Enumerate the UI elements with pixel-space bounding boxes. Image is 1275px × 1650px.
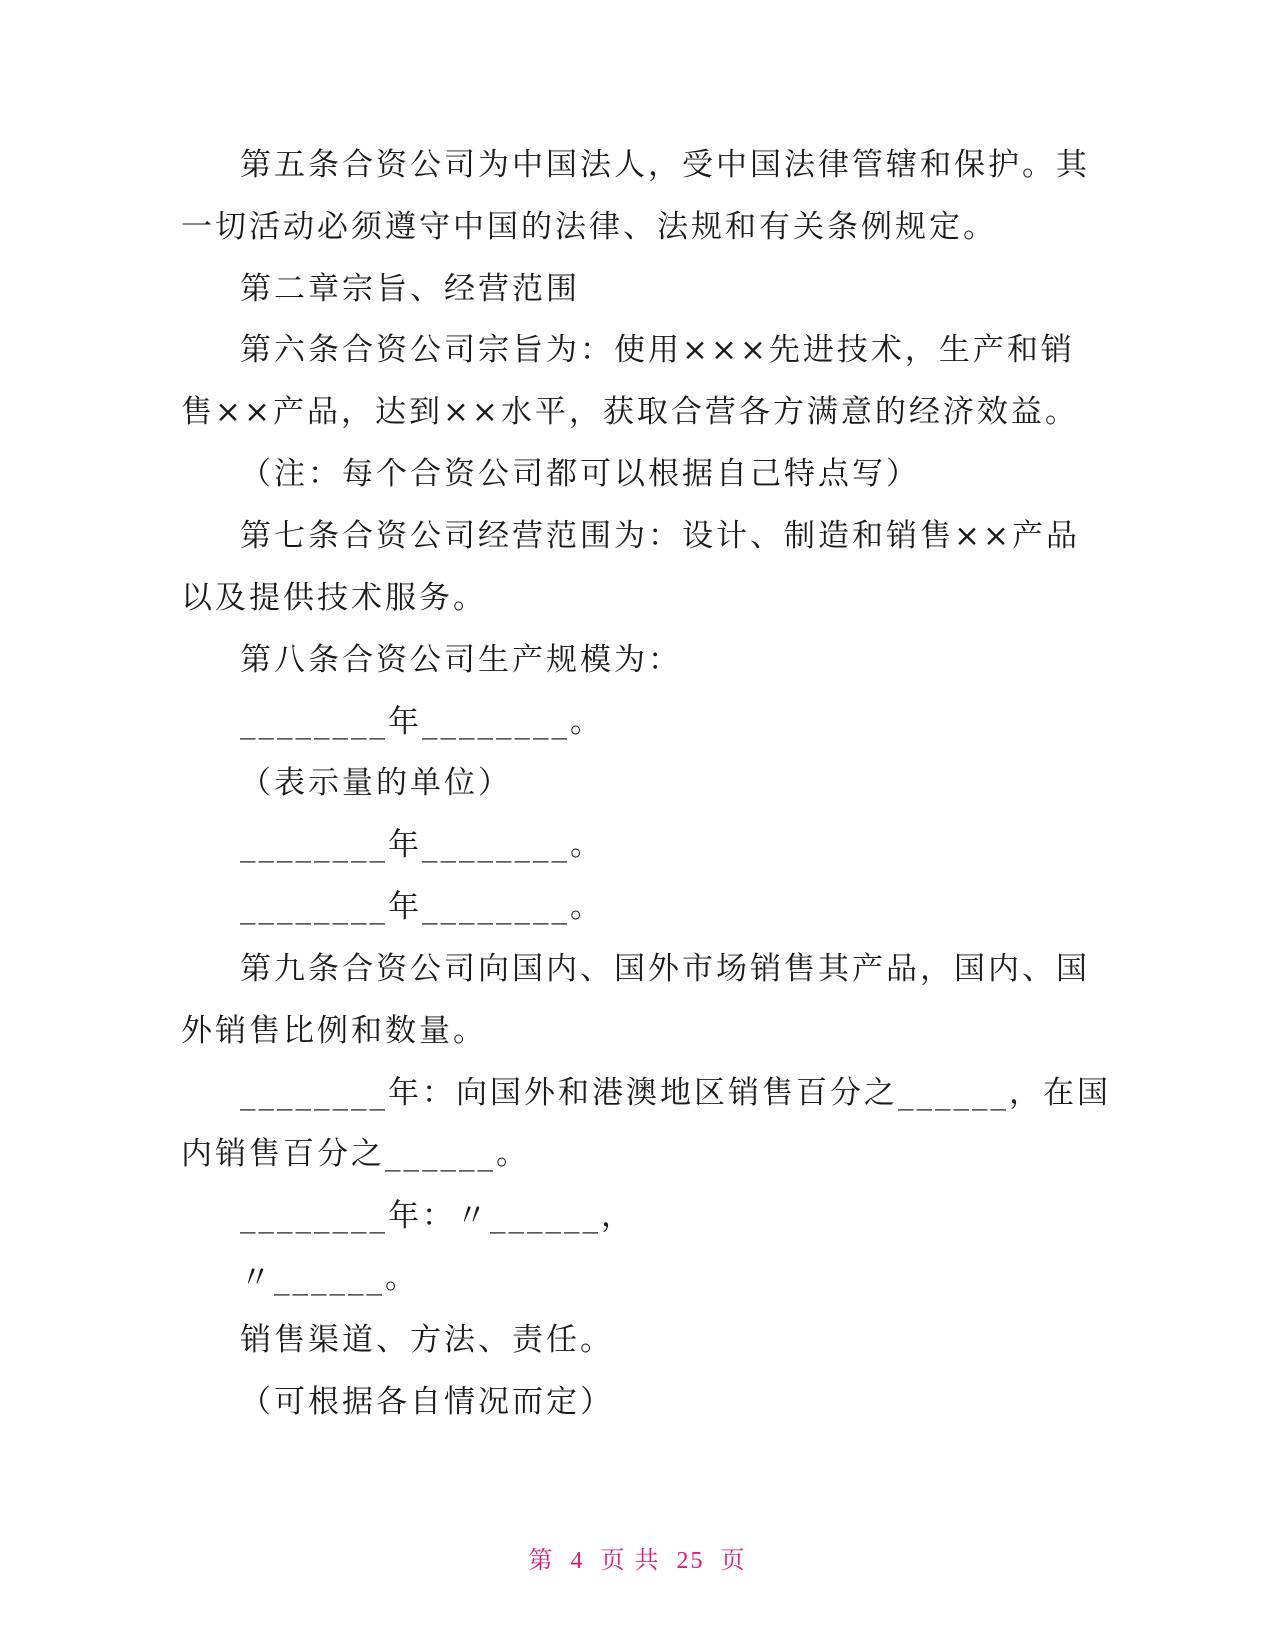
- footer-suffix: 页: [720, 1548, 747, 1574]
- article-7-line-2: 以及提供技术服务。: [181, 580, 487, 616]
- footer-total-pages: 25: [676, 1548, 705, 1574]
- article-6-line-1: 第六条合资公司宗旨为：使用×××先进技术，生产和销: [240, 332, 1075, 368]
- article-9-blank-3: 〃______。: [240, 1260, 419, 1296]
- article-9-blank-1-cont: 内销售百分之______。: [181, 1136, 530, 1172]
- article-8-line-1: 第八条合资公司生产规模为：: [240, 642, 682, 678]
- sales-channels-note: （可根据各自情况而定）: [240, 1384, 614, 1420]
- article-8-blank-3: ________年________。: [240, 889, 604, 925]
- article-8-blank-1: ________年________。: [240, 704, 604, 740]
- article-5-line-1: 第五条合资公司为中国法人，受中国法律管辖和保护。其: [240, 147, 1090, 183]
- article-6-line-2: 售××产品，达到××水平，获取合营各方满意的经济效益。: [181, 394, 1079, 430]
- footer-prefix: 第: [528, 1548, 555, 1574]
- article-7-line-1: 第七条合资公司经营范围为：设计、制造和销售××产品: [240, 518, 1080, 554]
- article-5-line-2: 一切活动必须遵守中国的法律、法规和有关条例规定。: [181, 209, 997, 245]
- sales-channels-line: 销售渠道、方法、责任。: [240, 1322, 614, 1358]
- article-9-line-1: 第九条合资公司向国内、国外市场销售其产品，国内、国: [240, 951, 1090, 987]
- article-8-unit-note: （表示量的单位）: [240, 765, 512, 801]
- page-footer: [0, 1540, 1275, 1575]
- article-9-line-2: 外销售比例和数量。: [181, 1013, 487, 1049]
- article-8-blank-2: ________年________。: [240, 827, 604, 863]
- footer-page-number: 4: [570, 1548, 585, 1574]
- article-6-note: （注：每个合资公司都可以根据自己特点写）: [240, 456, 920, 492]
- article-9-blank-2: ________年：〃______，: [240, 1198, 635, 1234]
- footer-middle: 页 共: [600, 1548, 661, 1574]
- article-9-blank-1: ________年：向国外和港澳地区销售百分之______，在国: [240, 1075, 1111, 1111]
- chapter-2-heading: 第二章宗旨、经营范围: [240, 271, 580, 307]
